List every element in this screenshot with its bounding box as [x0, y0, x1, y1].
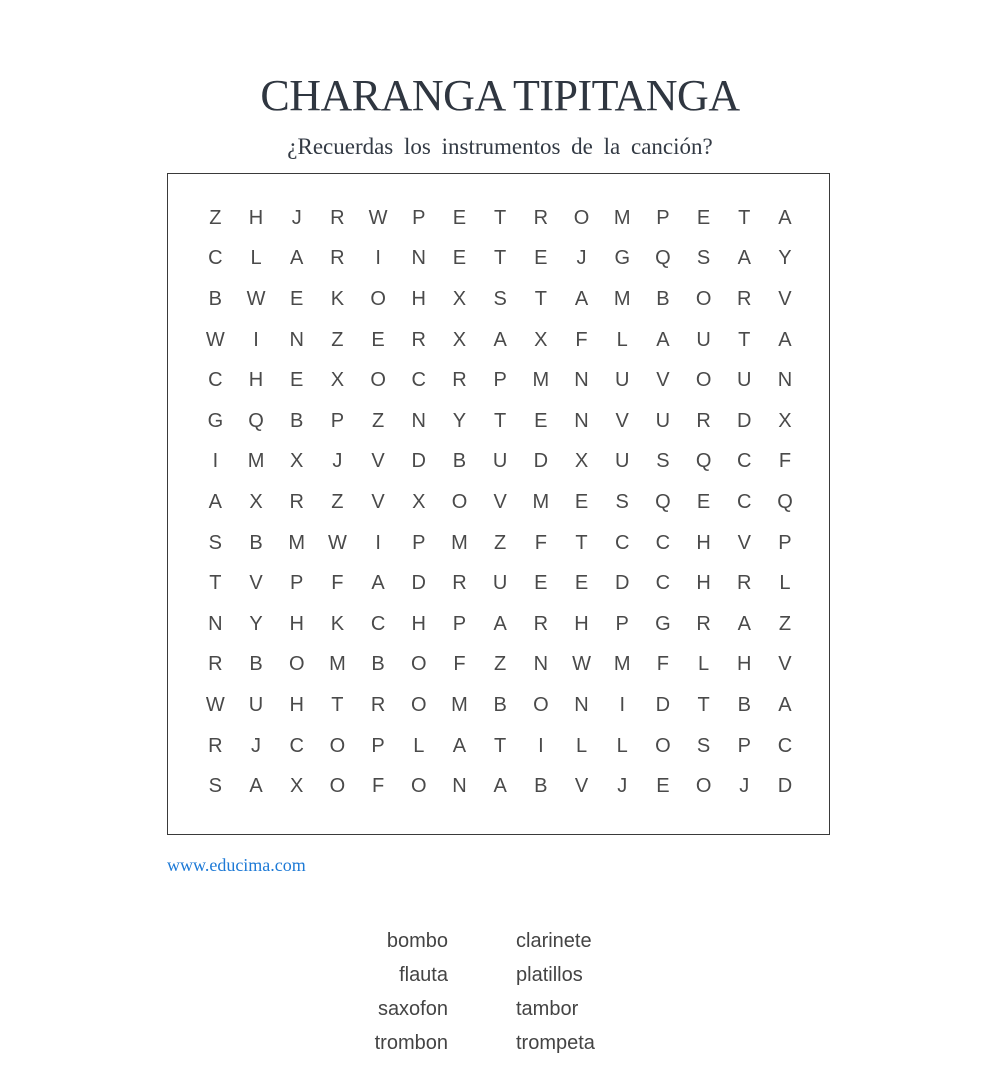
grid-letter[interactable]: A	[249, 775, 263, 798]
grid-letter[interactable]: O	[533, 693, 549, 716]
grid-letter[interactable]: S	[656, 450, 670, 473]
grid-letter[interactable]: R	[533, 612, 549, 635]
grid-letter[interactable]: N	[777, 369, 793, 392]
grid-letter[interactable]: B	[249, 531, 263, 554]
grid-letter[interactable]: E	[534, 247, 548, 270]
grid-letter[interactable]: A	[737, 247, 751, 270]
grid-letter[interactable]: V	[737, 531, 751, 554]
grid-letter[interactable]: S	[696, 247, 711, 270]
grid-letter[interactable]: T	[494, 734, 507, 757]
grid-letter[interactable]: L	[575, 734, 588, 757]
grid-letter[interactable]: A	[208, 490, 223, 513]
grid-letter[interactable]: T	[575, 531, 588, 554]
grid-letter[interactable]: N	[208, 612, 223, 635]
grid-letter[interactable]: I	[212, 450, 219, 473]
grid-letter[interactable]: O	[329, 775, 346, 798]
grid-letter[interactable]: J	[617, 775, 628, 798]
word-list-item: flauta	[399, 964, 448, 986]
grid-letter[interactable]: X	[452, 328, 467, 351]
grid-letter[interactable]: I	[375, 247, 381, 270]
grid-letter[interactable]: R	[411, 328, 426, 351]
word-list-item: tambor	[516, 998, 579, 1020]
grid-letter[interactable]: D	[411, 450, 426, 473]
grid-letter[interactable]: Z	[331, 490, 344, 513]
grid-letter[interactable]: E	[452, 247, 467, 270]
grid-letter[interactable]: O	[411, 653, 427, 676]
grid-letter[interactable]: O	[451, 490, 468, 513]
grid-letter[interactable]: N	[574, 693, 589, 716]
grid-letter[interactable]: A	[452, 734, 467, 757]
grid-letter[interactable]: E	[290, 369, 304, 392]
grid-letter[interactable]: T	[534, 287, 547, 310]
grid-letter[interactable]: A	[574, 287, 589, 310]
grid-letter[interactable]: C	[777, 734, 793, 757]
grid-letter[interactable]: T	[494, 206, 507, 229]
grid-letter[interactable]: M	[613, 653, 631, 676]
grid-letter[interactable]: I	[375, 531, 381, 554]
grid-letter[interactable]: Z	[494, 531, 507, 554]
grid-letter[interactable]: R	[737, 572, 752, 595]
grid-letter[interactable]: U	[614, 450, 630, 473]
grid-letter[interactable]: D	[411, 572, 426, 595]
grid-letter[interactable]: P	[615, 612, 629, 635]
grid-letter[interactable]: C	[655, 531, 671, 554]
grid-letter[interactable]: E	[290, 287, 304, 310]
grid-letter[interactable]: N	[411, 409, 426, 432]
grid-letter[interactable]: M	[329, 653, 346, 676]
grid-letter[interactable]: J	[291, 206, 302, 229]
grid-letter[interactable]: J	[576, 247, 587, 270]
grid-letter[interactable]: X	[290, 775, 304, 798]
grid-letter[interactable]: V	[778, 653, 792, 676]
grid-letter[interactable]: F	[575, 328, 588, 351]
word-list-left-column	[375, 926, 448, 1062]
grid-letter[interactable]: O	[655, 734, 671, 757]
grid-letter[interactable]: D	[533, 450, 549, 473]
grid-letter[interactable]: R	[452, 369, 467, 392]
grid-letter[interactable]: Z	[494, 653, 507, 676]
grid-letter[interactable]: A	[737, 612, 751, 635]
grid-letter[interactable]: R	[696, 409, 711, 432]
grid-letter[interactable]: L	[698, 653, 710, 676]
grid-letter[interactable]: C	[737, 450, 752, 473]
grid-letter[interactable]: R	[289, 490, 304, 513]
grid-letter[interactable]: Q	[777, 490, 793, 513]
grid-letter[interactable]: P	[493, 369, 507, 392]
grid-letter[interactable]: A	[290, 247, 304, 270]
grid-letter[interactable]: R	[330, 206, 345, 229]
grid-letter[interactable]: U	[614, 369, 630, 392]
grid-letter[interactable]: R	[330, 247, 345, 270]
grid-letter[interactable]: D	[655, 693, 671, 716]
grid-letter[interactable]: T	[494, 247, 507, 270]
grid-letter[interactable]: T	[494, 409, 507, 432]
grid-letter[interactable]: M	[451, 693, 468, 716]
grid-letter[interactable]: Z	[331, 328, 344, 351]
grid-letter[interactable]: H	[248, 369, 264, 392]
grid-letter[interactable]: N	[289, 328, 304, 351]
grid-letter[interactable]: H	[289, 612, 304, 635]
grid-letter[interactable]: W	[572, 653, 591, 676]
grid-letter[interactable]: B	[371, 653, 385, 676]
grid-letter[interactable]: E	[534, 409, 548, 432]
grid-letter[interactable]: X	[534, 328, 548, 351]
grid-letter[interactable]: H	[289, 693, 304, 716]
grid-letter[interactable]: Z	[209, 206, 222, 229]
grid-letter[interactable]: R	[452, 572, 467, 595]
grid-letter[interactable]: F	[534, 531, 547, 554]
grid-letter[interactable]: T	[331, 693, 344, 716]
grid-letter[interactable]: V	[778, 287, 792, 310]
grid-letter[interactable]: P	[412, 206, 426, 229]
grid-letter[interactable]: M	[532, 369, 550, 392]
grid-letter[interactable]: E	[696, 206, 711, 229]
grid-letter[interactable]: Z	[778, 612, 792, 635]
grid-letter[interactable]: S	[493, 287, 507, 310]
grid-letter[interactable]: K	[330, 612, 345, 635]
grid-letter[interactable]: E	[534, 572, 548, 595]
grid-letter[interactable]: P	[778, 531, 792, 554]
word-list-item: trombon	[374, 1032, 448, 1054]
word-list-item: bombo	[386, 930, 448, 952]
grid-letter[interactable]: A	[493, 775, 507, 798]
grid-letter[interactable]: V	[574, 775, 589, 798]
grid-letter[interactable]: L	[779, 572, 791, 595]
grid-letter[interactable]: A	[656, 328, 670, 351]
grid-letter[interactable]: O	[370, 287, 386, 310]
grid-letter[interactable]: T	[738, 206, 751, 229]
grid-letter[interactable]: Q	[655, 247, 671, 270]
grid-letter[interactable]: B	[290, 409, 304, 432]
word-list-item: platillos	[516, 964, 583, 986]
grid-letter[interactable]: D	[737, 409, 752, 432]
grid-letter[interactable]: P	[330, 409, 345, 432]
grid-letter[interactable]: V	[615, 409, 629, 432]
grid-letter[interactable]: F	[656, 653, 670, 676]
grid-letter[interactable]: Q	[655, 490, 671, 513]
grid-letter[interactable]: Q	[695, 450, 712, 473]
grid-letter[interactable]: U	[248, 693, 264, 716]
grid-letter[interactable]: U	[492, 450, 508, 473]
grid-letter[interactable]: B	[534, 775, 548, 798]
page-title: CHARANGA TIPITANGA	[260, 71, 740, 120]
grid-letter[interactable]: W	[205, 328, 225, 351]
grid-letter[interactable]: H	[248, 206, 264, 229]
grid-letter[interactable]: X	[778, 409, 792, 432]
grid-letter[interactable]: R	[696, 612, 711, 635]
grid-letter[interactable]: C	[655, 572, 671, 595]
grid-letter[interactable]: R	[208, 734, 223, 757]
grid-letter[interactable]: F	[371, 775, 385, 798]
grid-letter[interactable]: X	[290, 450, 304, 473]
grid-letter[interactable]: V	[249, 572, 263, 595]
grid-letter[interactable]: A	[778, 328, 792, 351]
grid-letter[interactable]: P	[452, 612, 467, 635]
grid-letter[interactable]: G	[655, 612, 671, 635]
grid-letter[interactable]: M	[451, 531, 468, 554]
grid-letter[interactable]: E	[656, 775, 670, 798]
grid-letter[interactable]: Y	[452, 409, 467, 432]
grid-letter[interactable]: B	[656, 287, 670, 310]
grid-letter[interactable]: J	[739, 775, 750, 798]
grid-letter[interactable]: W	[327, 531, 347, 554]
grid-letter[interactable]: X	[330, 369, 345, 392]
grid-letter[interactable]: O	[695, 369, 712, 392]
grid-letter[interactable]: C	[289, 734, 304, 757]
grid-letter[interactable]: X	[452, 287, 467, 310]
grid-letter[interactable]: V	[493, 490, 507, 513]
grid-letter[interactable]: S	[208, 531, 223, 554]
grid-letter[interactable]: R	[533, 206, 549, 229]
grid-letter[interactable]: T	[697, 693, 710, 716]
credit-link[interactable]: www.educima.com	[167, 855, 306, 875]
grid-letter[interactable]: S	[208, 775, 223, 798]
grid-letter[interactable]: M	[247, 450, 265, 473]
grid-letter[interactable]: L	[250, 247, 262, 270]
grid-letter[interactable]: A	[493, 612, 507, 635]
grid-letter[interactable]: P	[412, 531, 426, 554]
grid-letter[interactable]: D	[614, 572, 630, 595]
grid-letter[interactable]: P	[656, 206, 670, 229]
grid-letter[interactable]: K	[330, 287, 345, 310]
grid-letter[interactable]: O	[695, 775, 712, 798]
grid-letter[interactable]: P	[371, 734, 385, 757]
grid-letter[interactable]: J	[332, 450, 343, 473]
grid-letter[interactable]: O	[695, 287, 712, 310]
grid-letter[interactable]: X	[249, 490, 263, 513]
word-list-right-column	[516, 926, 595, 1062]
grid-letter[interactable]: O	[411, 775, 427, 798]
letter-grid[interactable]	[195, 198, 805, 807]
grid-letter[interactable]: W	[368, 206, 388, 229]
grid-letter[interactable]: O	[370, 369, 386, 392]
grid-letter[interactable]: H	[411, 612, 426, 635]
grid-letter[interactable]: C	[614, 531, 630, 554]
grid-letter[interactable]: J	[251, 734, 262, 757]
grid-letter[interactable]: N	[533, 653, 549, 676]
grid-letter[interactable]: A	[778, 693, 792, 716]
grid-letter[interactable]: V	[656, 369, 670, 392]
grid-letter[interactable]: C	[411, 369, 426, 392]
grid-letter[interactable]: O	[329, 734, 346, 757]
grid-letter[interactable]: F	[453, 653, 466, 676]
grid-letter[interactable]: Y	[249, 612, 263, 635]
grid-letter[interactable]: W	[205, 693, 225, 716]
word-list-item: saxofon	[377, 998, 448, 1020]
grid-letter[interactable]: D	[777, 775, 793, 798]
grid-letter[interactable]: C	[370, 612, 386, 635]
grid-letter[interactable]: B	[208, 287, 223, 310]
grid-letter[interactable]: E	[452, 206, 467, 229]
grid-letter[interactable]: M	[613, 287, 631, 310]
grid-letter[interactable]: M	[288, 531, 306, 554]
grid-letter[interactable]: C	[208, 247, 223, 270]
word-list-item: trompeta	[516, 1032, 595, 1054]
grid-letter[interactable]: A	[778, 206, 792, 229]
grid-letter[interactable]: I	[619, 693, 625, 716]
grid-letter[interactable]: H	[574, 612, 589, 635]
grid-letter[interactable]: I	[538, 734, 544, 757]
grid-letter[interactable]: Z	[371, 409, 385, 432]
grid-letter[interactable]: C	[737, 490, 752, 513]
grid-letter[interactable]: L	[616, 734, 628, 757]
grid-letter[interactable]: N	[574, 369, 589, 392]
grid-letter[interactable]: O	[411, 693, 427, 716]
grid-letter[interactable]: C	[208, 369, 223, 392]
grid-letter[interactable]: I	[253, 328, 259, 351]
grid-letter[interactable]: U	[492, 572, 508, 595]
grid-letter[interactable]: V	[371, 450, 385, 473]
grid-letter[interactable]: P	[290, 572, 304, 595]
grid-letter[interactable]: O	[573, 206, 590, 229]
grid-letter[interactable]: R	[370, 693, 386, 716]
grid-letter[interactable]: M	[532, 490, 550, 513]
grid-letter[interactable]: Q	[248, 409, 264, 432]
grid-letter[interactable]: U	[655, 409, 671, 432]
grid-letter[interactable]: B	[737, 693, 751, 716]
grid-letter[interactable]: H	[737, 653, 752, 676]
grid-letter[interactable]: T	[209, 572, 222, 595]
page-subtitle: ¿Recuerdas los instrumentos de la canción?	[287, 134, 713, 159]
grid-letter[interactable]: R	[737, 287, 752, 310]
grid-letter[interactable]: L	[413, 734, 425, 757]
grid-letter[interactable]: G	[614, 247, 630, 270]
grid-letter[interactable]: X	[412, 490, 426, 513]
grid-letter[interactable]: U	[737, 369, 752, 392]
grid-letter[interactable]: H	[696, 572, 711, 595]
grid-letter[interactable]: F	[331, 572, 344, 595]
grid-letter[interactable]: H	[696, 531, 711, 554]
grid-letter[interactable]: W	[246, 287, 266, 310]
grid-letter[interactable]: N	[452, 775, 467, 798]
grid-letter[interactable]: E	[371, 328, 385, 351]
grid-letter[interactable]: H	[411, 287, 426, 310]
grid-letter[interactable]: L	[616, 328, 628, 351]
grid-letter[interactable]: Y	[778, 247, 792, 270]
grid-letter[interactable]: U	[696, 328, 711, 351]
grid-letter[interactable]: R	[208, 653, 223, 676]
grid-letter[interactable]: E	[574, 572, 589, 595]
grid-letter[interactable]: S	[615, 490, 629, 513]
grid-letter[interactable]: E	[696, 490, 711, 513]
grid-letter[interactable]: A	[493, 328, 507, 351]
grid-letter[interactable]: G	[207, 409, 224, 432]
grid-letter[interactable]: T	[738, 328, 751, 351]
grid-letter[interactable]: M	[613, 206, 631, 229]
grid-letter[interactable]: N	[411, 247, 426, 270]
grid-letter[interactable]: E	[574, 490, 589, 513]
grid-letter[interactable]: N	[574, 409, 589, 432]
grid-letter[interactable]: V	[371, 490, 385, 513]
grid-letter[interactable]: A	[371, 572, 385, 595]
grid-letter[interactable]: B	[452, 450, 467, 473]
grid-letter[interactable]: B	[249, 653, 263, 676]
grid-letter[interactable]: S	[696, 734, 711, 757]
grid-letter[interactable]: F	[778, 450, 792, 473]
grid-letter[interactable]: X	[574, 450, 589, 473]
grid-letter[interactable]: P	[737, 734, 751, 757]
word-list-item: clarinete	[516, 930, 592, 952]
grid-letter[interactable]: O	[288, 653, 305, 676]
grid-letter[interactable]: B	[493, 693, 507, 716]
